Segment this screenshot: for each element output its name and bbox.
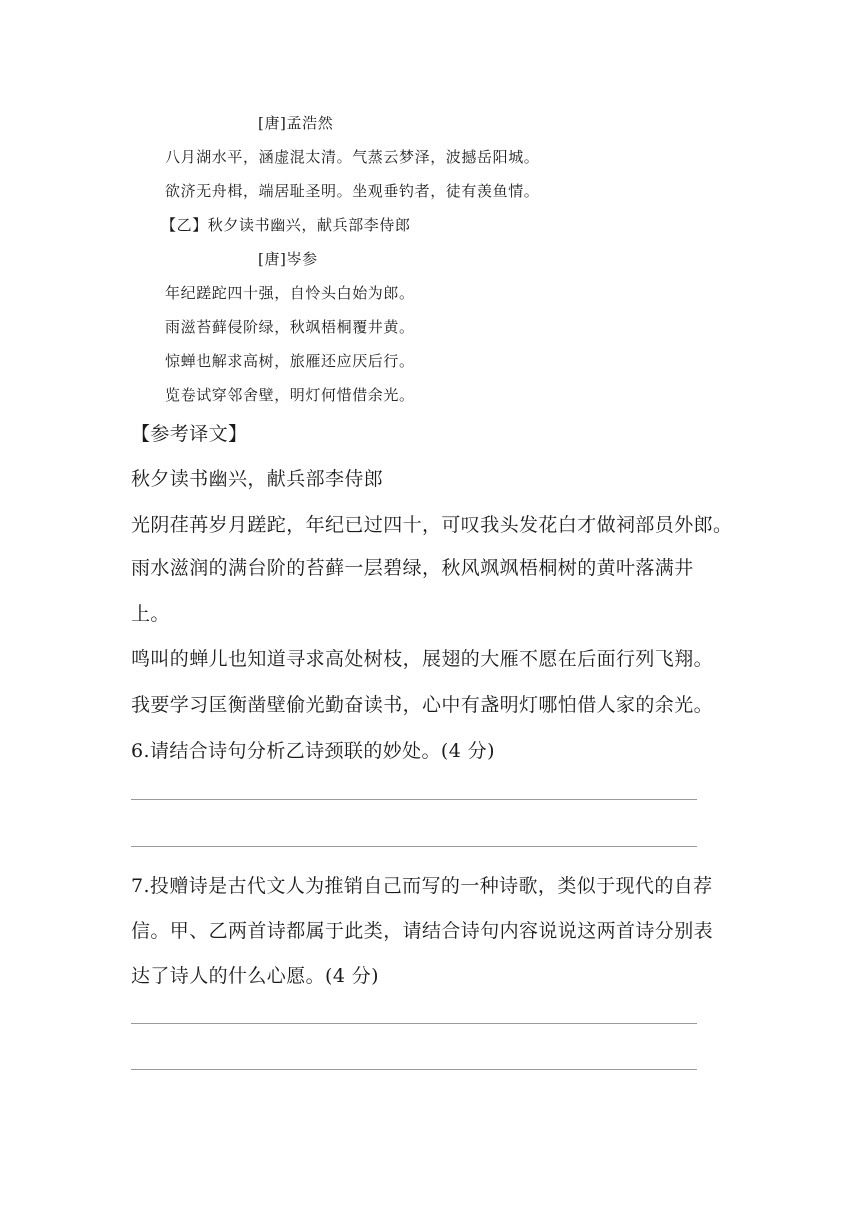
- poem-a-line-1: 八月湖水平，涵虚混太清。气蒸云梦泽，波撼岳阳城。: [165, 148, 540, 166]
- translation-line-2: 雨水滋润的满台阶的苔藓一层碧绿，秋风飒飒梧桐树的黄叶落满井: [131, 557, 694, 579]
- translation-heading: 【参考译文】: [131, 423, 248, 445]
- answer-line-q6-2[interactable]: [131, 846, 697, 847]
- poem-b-line-4: 览卷试穿邻舍壁，明灯何惜借余光。: [165, 386, 415, 404]
- poem-a-line-2: 欲济无舟楫，端居耻圣明。坐观垂钓者，徒有羡鱼情。: [165, 182, 540, 200]
- answer-line-q7-1[interactable]: [131, 1023, 697, 1024]
- translation-line-4: 鸣叫的蝉儿也知道寻求高处树枝，展翅的大雁不愿在后面行列飞翔。: [131, 648, 714, 670]
- translation-line-5: 我要学习匡衡凿壁偷光勤奋读书，心中有盏明灯哪怕借人家的余光。: [131, 694, 714, 716]
- poem-b-line-2: 雨滋苔藓侵阶绿，秋飒梧桐覆井黄。: [165, 318, 415, 336]
- answer-line-q6-1[interactable]: [131, 799, 697, 800]
- poem-b-line-3: 惊蝉也解求高树，旅雁还应厌后行。: [165, 352, 415, 370]
- translation-line-1: 光阴荏苒岁月蹉跎，年纪已过四十，可叹我头发花白才做祠部员外郎。: [131, 514, 733, 536]
- translation-title: 秋夕读书幽兴，献兵部李侍郎: [131, 468, 384, 490]
- poem-b-title: 【乙】秋夕读书幽兴，献兵部李侍郎: [161, 216, 411, 234]
- answer-line-q7-2[interactable]: [131, 1069, 697, 1070]
- poem-b-author: [唐]岑参: [258, 250, 318, 268]
- poem-a-author: [唐]孟浩然: [258, 114, 334, 132]
- question-6: 6.请结合诗句分析乙诗颈联的妙处。(4 分): [131, 740, 495, 762]
- question-7-line-3: 达了诗人的什么心愿。(4 分): [131, 965, 379, 987]
- translation-line-3: 上。: [131, 603, 170, 625]
- question-7-line-1: 7.投赠诗是古代文人为推销自己而写的一种诗歌，类似于现代的自荐: [131, 875, 713, 897]
- poem-b-line-1: 年纪蹉跎四十强，自怜头白始为郎。: [165, 284, 415, 302]
- question-7-line-2: 信。甲、乙两首诗都属于此类，请结合诗句内容说说这两首诗分别表: [131, 920, 714, 942]
